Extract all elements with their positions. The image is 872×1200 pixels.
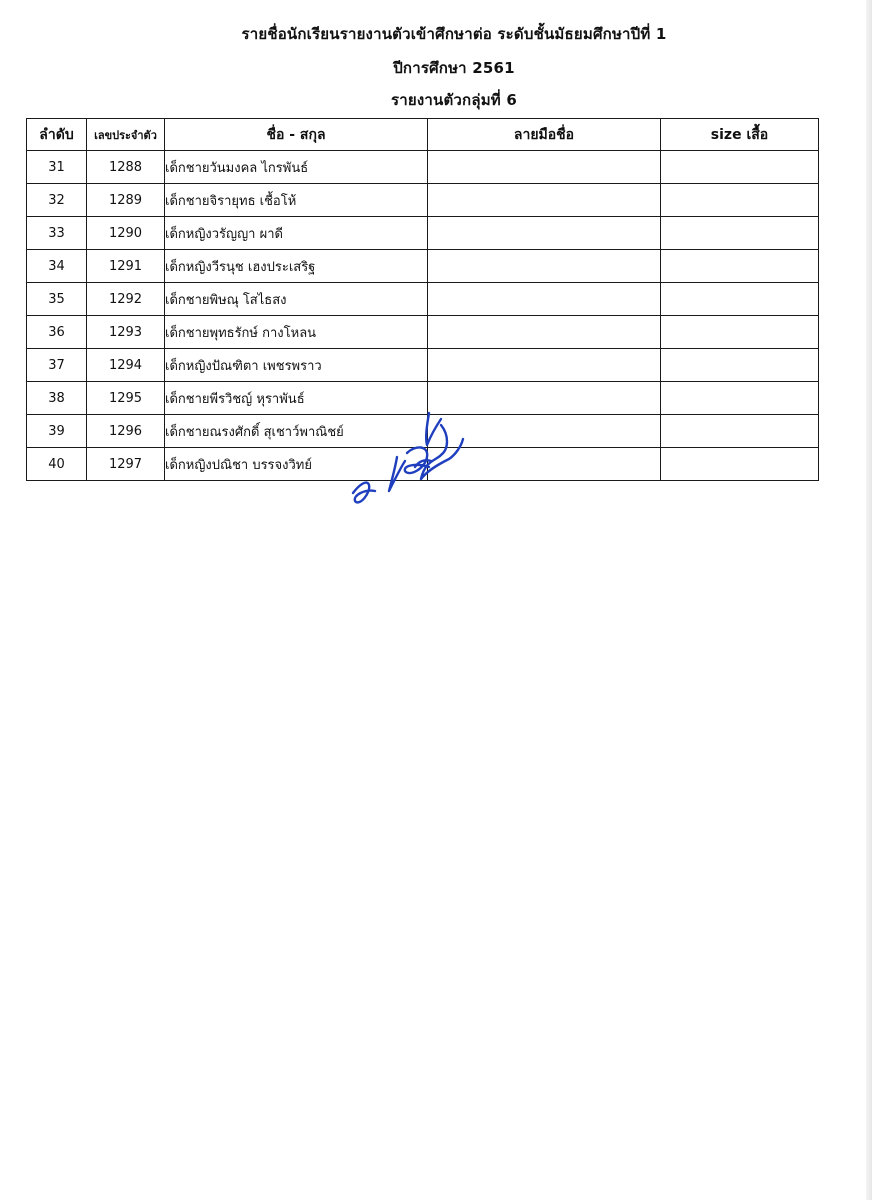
cell-seq: 39: [27, 415, 87, 448]
cell-student-name: เด็กชายวันมงคล ไกรพันธ์: [165, 151, 428, 184]
cell-student-id: 1291: [87, 250, 165, 283]
cell-signature: [428, 184, 661, 217]
cell-signature: [428, 283, 661, 316]
cell-student-name: เด็กชายพิษณุ โสไธสง: [165, 283, 428, 316]
cell-student-id: 1289: [87, 184, 165, 217]
cell-shirt-size: [661, 382, 819, 415]
cell-student-id: 1295: [87, 382, 165, 415]
cell-seq: 33: [27, 217, 87, 250]
cell-student-id: 1294: [87, 349, 165, 382]
column-header-seq: ลำดับ: [27, 119, 87, 151]
cell-signature: [428, 151, 661, 184]
cell-student-name: เด็กหญิงปณิชา บรรจงวิทย์: [165, 448, 428, 481]
cell-signature: [428, 250, 661, 283]
group-label: รายงานตัวกลุ่มที่ 6: [391, 91, 517, 109]
table-row: [27, 316, 819, 349]
document-title: รายชื่อนักเรียนรายงานตัวเข้าศึกษาต่อ ระดับชั้นมัธยมศึกษาปีที่ 1: [241, 25, 667, 43]
table-row: [27, 250, 819, 283]
column-header-signature: ลายมือชื่อ: [428, 119, 661, 151]
table-row: [27, 283, 819, 316]
cell-signature: [428, 349, 661, 382]
cell-student-id: 1288: [87, 151, 165, 184]
cell-seq: 38: [27, 382, 87, 415]
column-header-size: size เสื้อ: [661, 119, 819, 151]
cell-student-id: 1297: [87, 448, 165, 481]
cell-shirt-size: [661, 448, 819, 481]
cell-signature: [428, 316, 661, 349]
table-header-row: [27, 119, 819, 151]
column-header-name: ชื่อ - สกุล: [165, 119, 428, 151]
cell-student-id: 1290: [87, 217, 165, 250]
table-row: [27, 217, 819, 250]
table-row: [27, 349, 819, 382]
cell-seq: 31: [27, 151, 87, 184]
cell-student-name: เด็กชายพีรวิชญ์ หุราพันธ์: [165, 382, 428, 415]
cell-shirt-size: [661, 217, 819, 250]
cell-seq: 32: [27, 184, 87, 217]
paper-edge: [866, 0, 872, 1200]
cell-seq: 37: [27, 349, 87, 382]
table-row: [27, 184, 819, 217]
cell-shirt-size: [661, 283, 819, 316]
cell-student-name: เด็กชายพุทธรักษ์ กางโหลน: [165, 316, 428, 349]
cell-shirt-size: [661, 316, 819, 349]
cell-student-name: เด็กชายณรงศักดิ์ สุเชาว์พาณิชย์: [165, 415, 428, 448]
cell-shirt-size: [661, 151, 819, 184]
cell-seq: 36: [27, 316, 87, 349]
cell-student-id: 1296: [87, 415, 165, 448]
signature-strokes: [353, 413, 463, 502]
cell-seq: 34: [27, 250, 87, 283]
cell-signature: [428, 217, 661, 250]
cell-shirt-size: [661, 184, 819, 217]
cell-seq: 35: [27, 283, 87, 316]
cell-shirt-size: [661, 250, 819, 283]
cell-seq: 40: [27, 448, 87, 481]
column-header-id: เลขประจำตัว: [87, 119, 165, 151]
cell-shirt-size: [661, 349, 819, 382]
cell-student-id: 1292: [87, 283, 165, 316]
handwritten-signature: [345, 405, 475, 515]
cell-student-name: เด็กชายจิรายุทธ เชื้อโห้: [165, 184, 428, 217]
cell-student-name: เด็กหญิงวีรนุช เฮงประเสริฐ: [165, 250, 428, 283]
cell-shirt-size: [661, 415, 819, 448]
table-row: [27, 151, 819, 184]
cell-student-id: 1293: [87, 316, 165, 349]
cell-student-name: เด็กหญิงปัณฑิตา เพชรพราว: [165, 349, 428, 382]
cell-student-name: เด็กหญิงวรัญญา ผาดี: [165, 217, 428, 250]
academic-year: ปีการศึกษา 2561: [393, 59, 515, 77]
